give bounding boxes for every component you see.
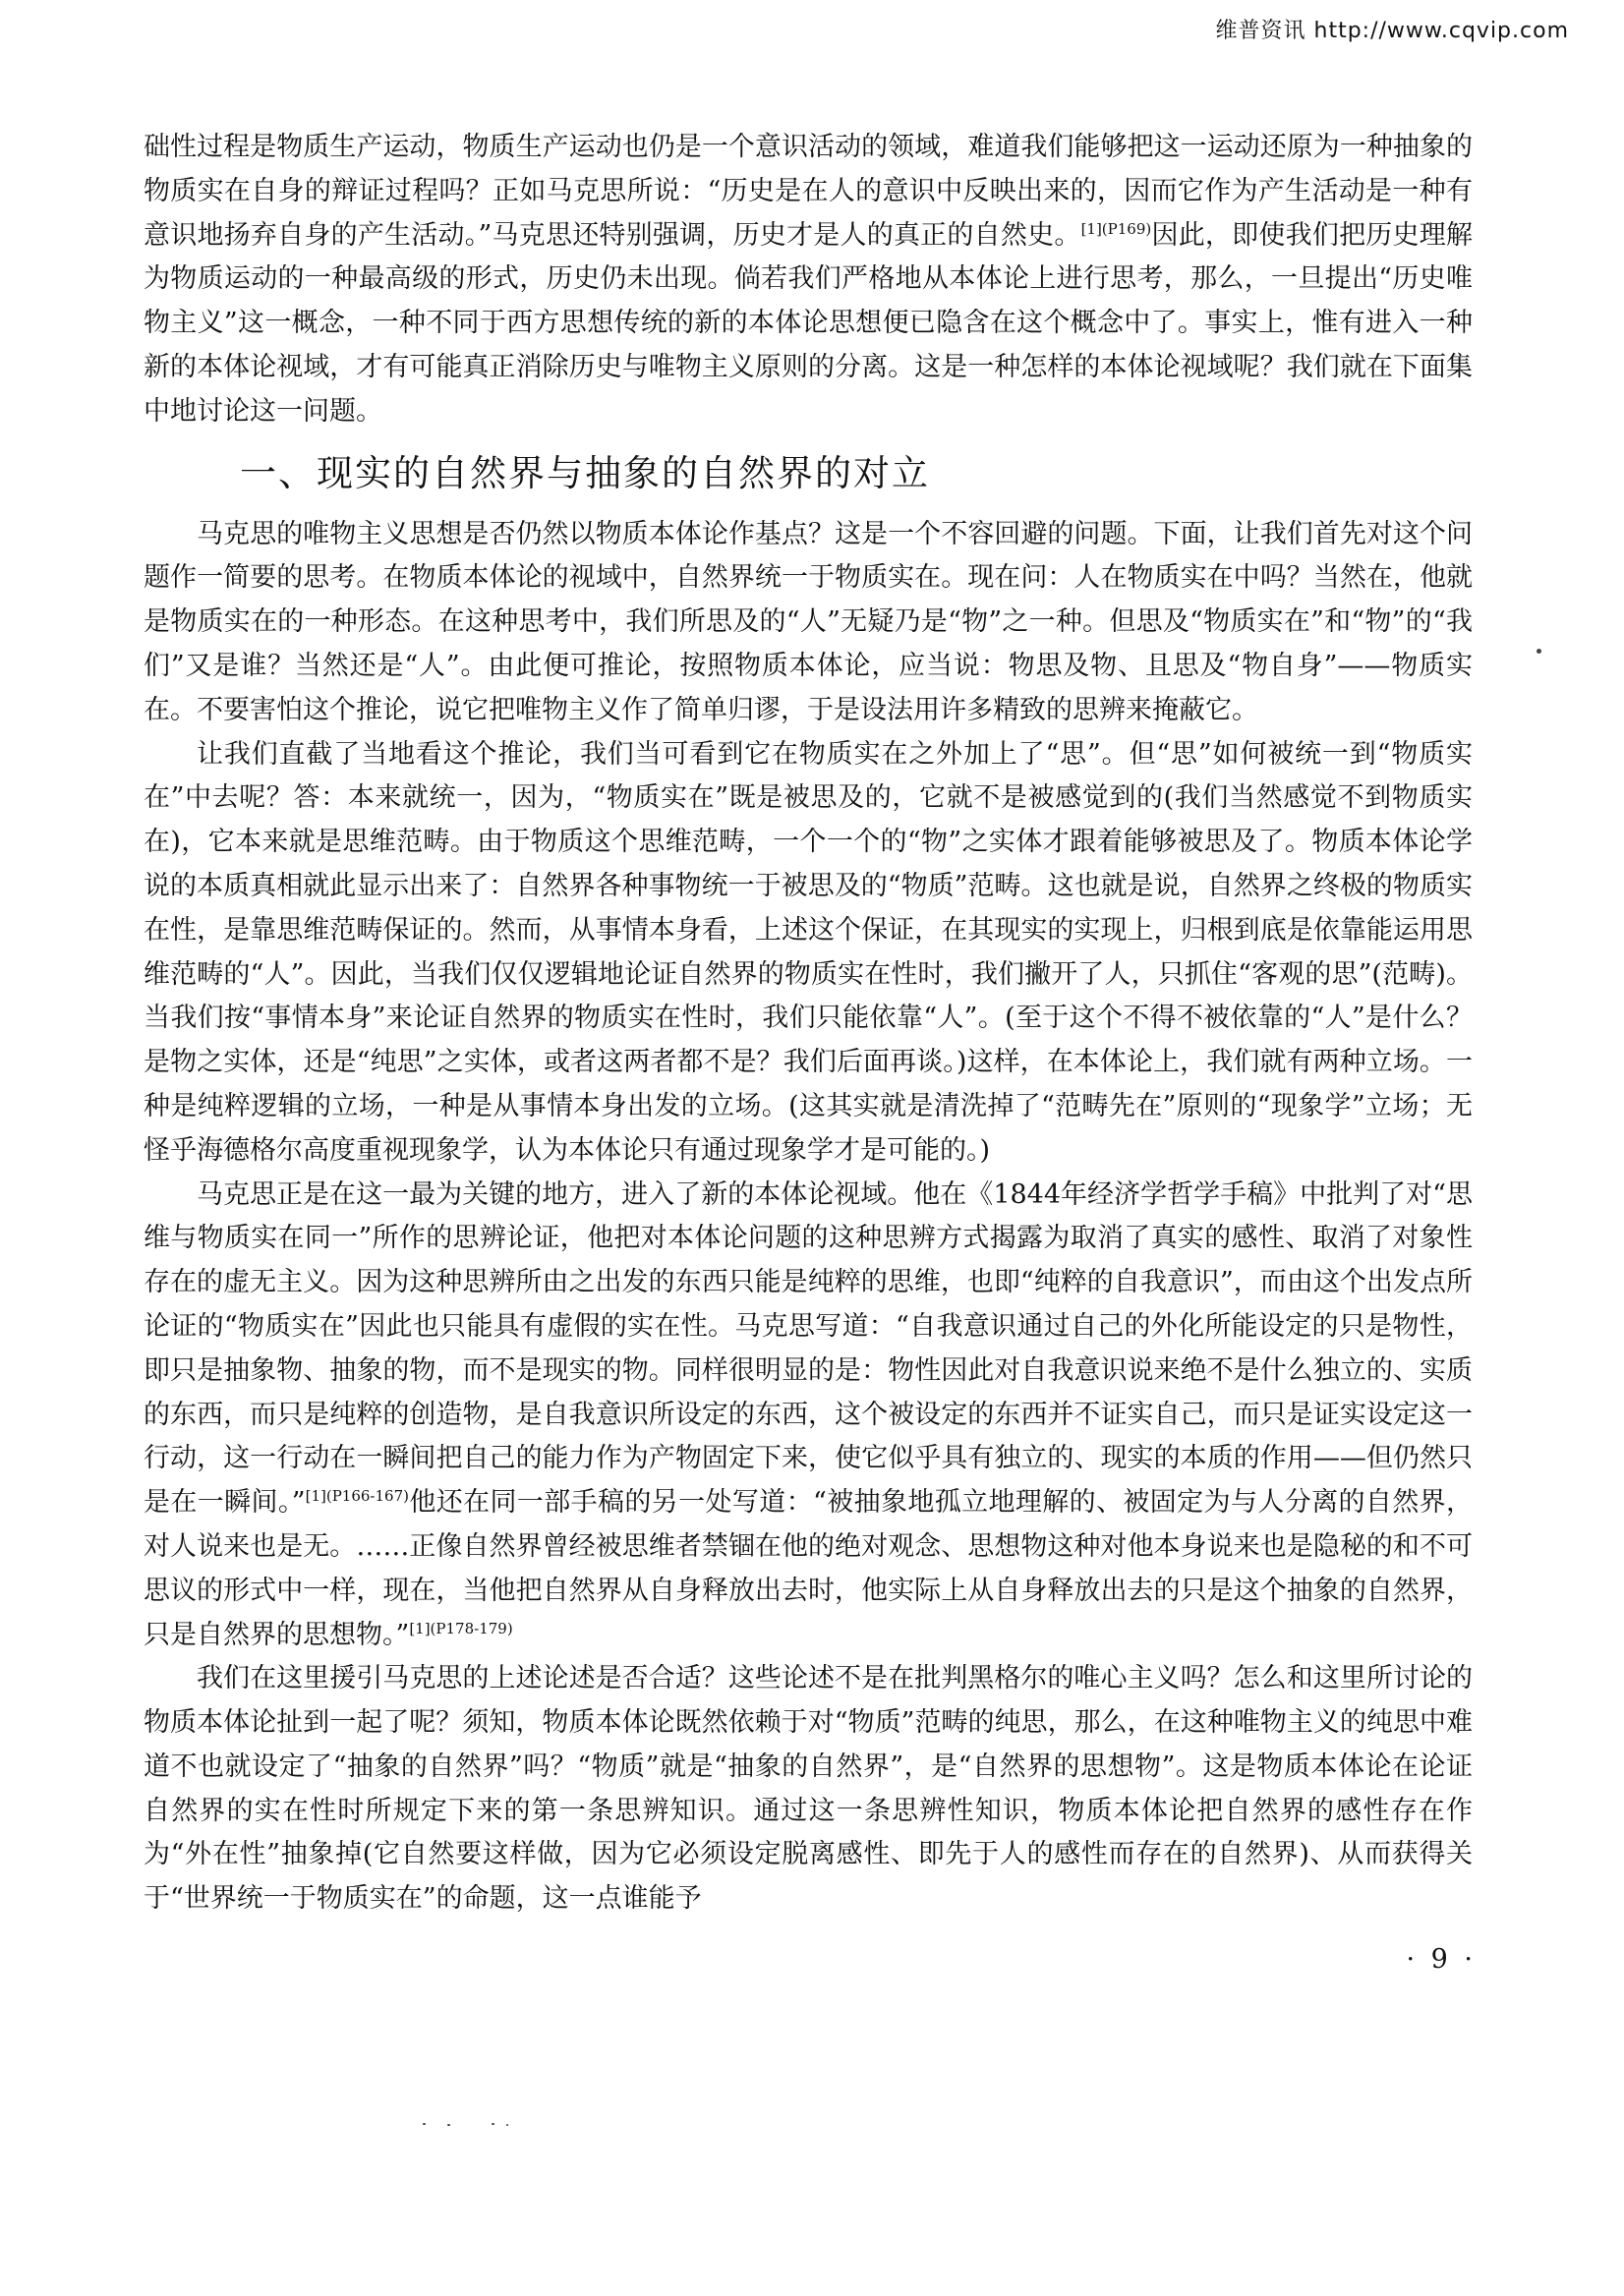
scan-speck: [492, 2123, 494, 2125]
scan-speck: [447, 2124, 450, 2126]
citation-marker: [1](P178-179): [409, 1619, 513, 1637]
paragraph-text: 马克思的唯物主义思想是否仍然以物质本体论作基点？这是一个不容回避的问题。下面，让我们首先对这个问题作一简要的思考。在物质本体论的视域中，自然界统一于物质实在。现在问：人在物质实在中吗？当然在，他就是物质实在的一种形态。在这种思考中，我们所思及的“人”无疑乃是“物”之一种。但思及“物质实在”和“物”的“我们”又是谁？当然还是“人”。由此便可推论，按照物质本体论，应当说：物思及物、且思及“物自身”——物质实在。不要害怕这个推论，说它把唯物主义作了简单归谬，于是设法用许多精致的思辨来掩蔽它。: [144, 518, 1473, 725]
paragraph-text: 础性过程是物质生产运动，物质生产运动也仍是一个意识活动的领域，难道我们能够把这一运动还原为一种抽象的物质实在自身的辩证过程吗？正如马克思所说：“历史是在人的意识中反映出来的，因而它作为产生活动是一种有意识地扬弃自身的产生活动。”马克思还特别强调，历史才是人的真正的自然史。: [144, 132, 1473, 251]
paragraph-text: 让我们直截了当地看这个推论，我们当可看到它在物质实在之外加上了“思”。但“思”如何被统一到“物质实在”中去呢？答：本来就统一，因为，“物质实在”既是被思及的，它就不是被感觉到的(我们当然感觉不到物质实在)，它本来就是思维范畴。由于物质这个思维范畴，一个一个的“物”之实体才跟着能够被思及了。物质本体论学说的本质真相就此显示出来了：自然界各种事物统一于被思及的“物质”范畴。这也就是说，自然界之终极的物质实在性，是靠思维范畴保证的。然而，从事情本身看，上述这个保证，在其现实的实现上，归根到底是依靠能运用思维范畴的“人”。因此，当我们仅仅逻辑地论证自然界的物质实在性时，我们撇开了人，只抓住“客观的思”(范畴)。当我们按“事情本身”来论证自然界的物质实在性时，我们只能依靠“人”。(至于这个不得不被依靠的“人”是什么？是物之实体，还是“纯思”之实体，或者这两者都不是？我们后面再谈。)这样，在本体论上，我们就有两种立场。一种是纯粹逻辑的立场，一种是从事情本身出发的立场。(这其实就是清洗掉了“范畴先在”原则的“现象学”立场；无怪乎海德格尔高度重视现象学，认为本体论只有通过现象学才是可能的。): [144, 738, 1473, 1166]
page-number: · 9 ·: [1406, 1944, 1477, 1975]
scan-speck: [506, 2124, 508, 2126]
scan-speck: [1537, 649, 1541, 654]
citation-marker: [1](P166-167): [305, 1487, 409, 1506]
paragraph-continuation: [144, 126, 1473, 434]
paragraph: [144, 733, 1473, 1174]
paragraph-text: 马克思正是在这一最为关键的地方，进入了新的本体论视域。他在《1844年经济学哲学手稿》中批判了对“思维与物质实在同一”所作的思辨论证，他把对本体论问题的这种思辨方式揭露为取消了真实的感性、取消了对象性存在的虚无主义。因为这种思辨所由之出发的东西只能是纯粹的思维，也即“纯粹的自我意识”，而由这个出发点所论证的“物质实在”因此也只能具有虚假的实在性。马克思写道：“自我意识通过自己的外化所能设定的只是物性，即只是抽象物、抽象的物，而不是现实的物。同样很明显的是：物性因此对自我意识说来绝不是什么独立的、实质的东西，而只是纯粹的创造物，是自我意识所设定的东西，这个被设定的东西并不证实自己，而只是证实设定这一行动，这一行动在一瞬间把自己的能力作为产物固定下来，使它似乎具有独立的、现实的本质的作用——但仍然只是在一瞬间。”: [144, 1178, 1473, 1519]
paragraph: [144, 513, 1473, 733]
paragraph: [144, 1174, 1473, 1658]
scan-speck: [423, 2123, 426, 2125]
article-body: [144, 126, 1473, 1922]
paragraph-text: 他还在同一部手稿的另一处写道：“被抽象地孤立地理解的、被固定为与人分离的自然界，对人说来也是无。……正像自然界曾经被思维者禁锢在他的绝对观念、思想物这种对他本身说来也是隐秘的和不可思议的形式中一样，现在，当他把自然界从自身释放出去时，他实际上从自身释放出去的只是这个抽象的自然界，只是自然界的思想物。”: [144, 1487, 1473, 1650]
source-watermark: 维普资讯 http://www.cqvip.com: [1215, 19, 1569, 43]
citation-marker: [1](P169): [1080, 219, 1152, 238]
paragraph-text: 因此，即使我们把历史理解为物质运动的一种最高级的形式，历史仍未出现。倘若我们严格地从本体论上进行思考，那么，一旦提出“历史唯物主义”这一概念，一种不同于西方思想传统的新的本体论思想便已隐含在这个概念中了。事实上，惟有进入一种新的本体论视域，才有可能真正消除历史与唯物主义原则的分离。这是一种怎样的本体论视域呢？我们就在下面集中地讨论这一问题。: [144, 219, 1473, 427]
section-heading: 一、现实的自然界与抽象的自然界的对立: [240, 451, 930, 494]
paragraph-text: 我们在这里援引马克思的上述论述是否合适？这些论述不是在批判黑格尔的唯心主义吗？怎么和这里所讨论的物质本体论扯到一起了呢？须知，物质本体论既然依赖于对“物质”范畴的纯思，那么，在这种唯物主义的纯思中难道不也就设定了“抽象的自然界”吗？“物质”就是“抽象的自然界”，是“自然界的思想物”。这是物质本体论在论证自然界的实在性时所规定下来的第一条思辨知识。通过这一条思辨性知识，物质本体论把自然界的感性存在作为“外在性”抽象掉(它自然要这样做，因为它必须设定脱离感性、即先于人的感性而存在的自然界)、从而获得关于“世界统一于物质实在”的命题，这一点谁能予: [144, 1663, 1473, 1915]
paragraph: [144, 1657, 1473, 1922]
